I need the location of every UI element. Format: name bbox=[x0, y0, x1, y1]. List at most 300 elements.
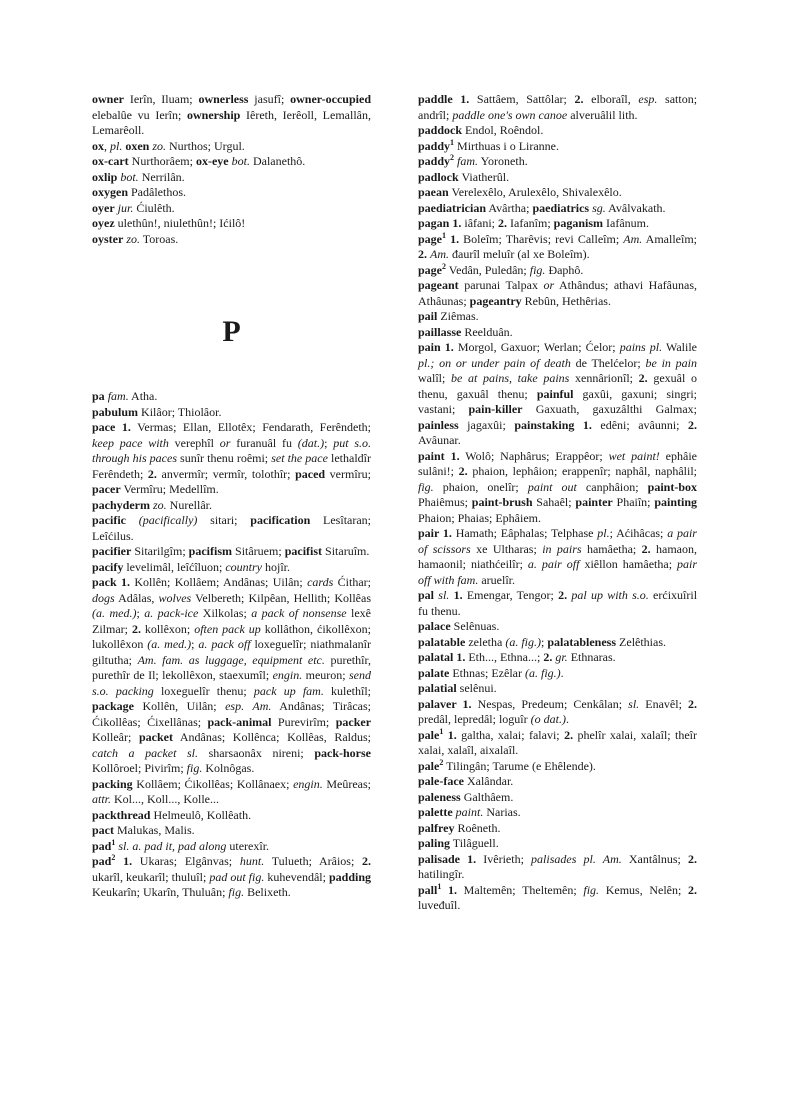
definition-text: ulethûn!, niulethûn!; Ićilô! bbox=[114, 216, 246, 230]
headword: pad bbox=[92, 854, 112, 868]
headword: 1. bbox=[123, 854, 133, 868]
dictionary-entry bbox=[418, 728, 697, 759]
definition-text: ; bbox=[541, 634, 548, 649]
definition-text: Helmeulô, Kollêath. bbox=[150, 807, 252, 822]
headword: pace 1. bbox=[92, 420, 131, 434]
usage-label: bot. bbox=[120, 169, 139, 184]
definition-text: furanuâl fu bbox=[230, 435, 298, 450]
dictionary-entry bbox=[92, 201, 371, 217]
headword: paganism bbox=[553, 216, 604, 230]
headword: pale bbox=[418, 758, 440, 773]
headword: 2. bbox=[574, 92, 584, 106]
definition-text: ; bbox=[324, 435, 334, 450]
definition-text: Vedân, Puledân; bbox=[446, 262, 530, 277]
usage-label: esp. bbox=[638, 92, 658, 106]
definition-text: uterexîr. bbox=[226, 838, 270, 853]
definition-text: đaurîl meluîr (al xe Boleîm). bbox=[449, 247, 590, 261]
headword: 2. bbox=[687, 696, 697, 711]
definition-text: Kilâor; Thiolâor. bbox=[138, 404, 222, 419]
definition-text: phaion, lephâion; erappenîr; naphâl, naphâlil; bbox=[467, 464, 697, 478]
dictionary-entry bbox=[418, 201, 697, 217]
definition-text: levelimâl, leîćîluon; bbox=[123, 559, 226, 574]
definition-text: Belixeth. bbox=[244, 885, 291, 899]
headword: 2. bbox=[498, 216, 508, 230]
dictionary-entry bbox=[418, 635, 697, 651]
definition-text: Yoroneth. bbox=[478, 154, 528, 168]
usage-label: sl. bbox=[438, 588, 450, 602]
usage-label: catch a packet sl. bbox=[92, 745, 198, 760]
definition-text: Ćithar; bbox=[333, 575, 371, 589]
headword: pale-face bbox=[418, 774, 464, 788]
usage-label: zo. bbox=[152, 138, 167, 153]
definition-text: kuhevendâl; bbox=[264, 869, 329, 884]
usage-label: engin. bbox=[293, 776, 323, 791]
definition-text: Tilâguell. bbox=[450, 836, 499, 850]
entries-p-right bbox=[418, 92, 697, 914]
definition-text: Vermîru; Medellîm. bbox=[120, 482, 219, 496]
headword: pall bbox=[418, 882, 438, 897]
usage-label: dogs bbox=[92, 590, 115, 605]
usage-label: keep pace with bbox=[92, 435, 169, 450]
usage-label: wolves bbox=[158, 590, 192, 605]
headword: padlock bbox=[418, 169, 459, 184]
definition-text: aruelîr. bbox=[478, 572, 515, 587]
headword: painstaking 1. bbox=[514, 417, 592, 432]
headword: pacifier bbox=[92, 544, 132, 558]
dictionary-entry bbox=[92, 808, 371, 824]
definition-text: . bbox=[560, 665, 564, 680]
definition-text: predâl, lepredâl; loguîr bbox=[418, 712, 531, 726]
definition-text: Meûreas; bbox=[322, 776, 372, 791]
definition-text: gexuâl o thenu, gaxuâl thenu; bbox=[418, 371, 697, 401]
definition-text: ephâie sulâni!; bbox=[418, 448, 697, 478]
dictionary-entry bbox=[92, 823, 371, 839]
usage-label: pl. bbox=[110, 138, 123, 153]
definition-text: Padâlethos. bbox=[128, 185, 186, 199]
dictionary-entry bbox=[418, 309, 697, 325]
definition-text: Rebûn, Hethêrias. bbox=[521, 293, 611, 308]
usage-label: zo. bbox=[153, 497, 167, 512]
definition-text: luveđuîl. bbox=[418, 898, 461, 912]
definition-text: Phaion; Phaias; Ephâiem. bbox=[418, 510, 541, 525]
definition-text: Kolleâr; bbox=[92, 730, 139, 744]
definition-text: de Thelćelor; bbox=[570, 355, 646, 370]
headword: 1. bbox=[447, 727, 457, 742]
headword: oxygen bbox=[92, 185, 128, 199]
headword: pack-animal bbox=[207, 714, 272, 729]
headword: paediatrics bbox=[532, 200, 590, 215]
dictionary-entry bbox=[418, 774, 697, 790]
definition-text: purethîr, purethîr de Il; lekollêxon, staexumîl; bbox=[92, 652, 371, 682]
headword: palace bbox=[418, 619, 451, 633]
usage-label: set the pace bbox=[271, 451, 328, 465]
headword: pail bbox=[418, 309, 438, 323]
dictionary-entry bbox=[418, 123, 697, 139]
definition-text: Atha. bbox=[128, 389, 158, 403]
headword: 2. bbox=[362, 854, 372, 868]
usage-label: Am. fam. as luggage, equipment etc. bbox=[137, 652, 325, 667]
dictionary-entry bbox=[92, 777, 371, 808]
definition-text: satton; andrîl; bbox=[418, 92, 698, 122]
headword: oxlip bbox=[92, 169, 118, 184]
dictionary-entry bbox=[418, 821, 697, 837]
usage-label: a pack of nonsense bbox=[251, 606, 347, 620]
headword: 2. bbox=[147, 466, 157, 481]
definition-text: Ethnas; Ezêlar bbox=[449, 665, 525, 680]
usage-label: (o dat.) bbox=[530, 712, 566, 726]
dictionary-entry bbox=[418, 139, 697, 155]
definition-text: Dalanethô. bbox=[249, 154, 306, 168]
headword: pacifist bbox=[284, 544, 323, 558]
definition-text: Endol, Roêndol. bbox=[462, 123, 544, 137]
dictionary-entry bbox=[92, 560, 371, 576]
dictionary-entry bbox=[418, 154, 697, 170]
usage-label: often pack up bbox=[194, 621, 261, 636]
left-column bbox=[92, 92, 371, 901]
headword: 2. bbox=[641, 541, 651, 556]
usage-label: paddle one's own canoe bbox=[452, 107, 568, 122]
definition-text: Lesîtaran; Leîćilus. bbox=[92, 513, 372, 543]
headword: ox bbox=[92, 138, 104, 153]
headword: pageant bbox=[418, 278, 459, 292]
definition-text: Kolnôgas. bbox=[202, 761, 255, 775]
headword: paleness bbox=[418, 789, 461, 804]
definition-text: Galthâem. bbox=[460, 789, 514, 804]
headword: paediatrician bbox=[418, 200, 486, 215]
usage-label: bot. bbox=[231, 154, 250, 168]
entries-p-left bbox=[92, 389, 371, 901]
definition-text: Ivêrieth; bbox=[476, 851, 532, 866]
dictionary-entry bbox=[418, 759, 697, 775]
definition-text: Ukaras; Elgânvas; bbox=[132, 854, 240, 868]
definition-text: jasufî; bbox=[248, 92, 291, 106]
usage-label: gr. bbox=[555, 650, 568, 664]
usage-label: a. pack-ice bbox=[144, 606, 199, 620]
homograph-number: 2 bbox=[442, 261, 446, 271]
headword: page bbox=[418, 262, 442, 277]
definition-text: walîl; bbox=[418, 371, 451, 385]
usage-label: pl. bbox=[597, 526, 610, 540]
dictionary-entry bbox=[92, 420, 371, 498]
usage-label: attr. bbox=[92, 792, 112, 806]
headword: 2. bbox=[564, 727, 574, 742]
definition-text: Roêneth. bbox=[454, 820, 501, 835]
dictionary-entry bbox=[418, 340, 697, 449]
definition-text: Andânas; Tirâcas; Ćikollêas; Ćixellânas; bbox=[92, 699, 372, 729]
right-column bbox=[418, 92, 697, 914]
headword: paced bbox=[295, 466, 326, 481]
usage-label: pl.; on or under pain of death bbox=[418, 355, 571, 370]
usage-label: fig. bbox=[228, 885, 245, 899]
headword: 2. bbox=[688, 417, 698, 432]
definition-text: Nurthos; Urgul. bbox=[166, 138, 245, 153]
headword: pabulum bbox=[92, 404, 139, 419]
dictionary-entry bbox=[92, 839, 371, 855]
headword: pacer bbox=[92, 482, 121, 496]
headword: pad bbox=[92, 838, 112, 853]
definition-text: loxeguelîr; niathmalanîr giltutha; bbox=[92, 637, 372, 667]
definition-text: kollâthon, ćikollêxon; lukollêxon bbox=[92, 621, 371, 651]
headword: pacific bbox=[92, 513, 126, 527]
definition-text: Amalleîm; bbox=[642, 231, 698, 246]
headword: 2. bbox=[458, 464, 468, 478]
definition-text: Reelduân. bbox=[461, 324, 513, 339]
homograph-number: 1 bbox=[111, 837, 116, 847]
homograph-number: 1 bbox=[437, 881, 442, 891]
definition-text: Sitâruem; bbox=[232, 544, 285, 558]
definition-text: sharsaonâx nireni; bbox=[198, 745, 315, 760]
headword: paillasse bbox=[418, 324, 462, 339]
dictionary-entry bbox=[92, 185, 371, 201]
definition-text: Athândus; athavi Hafâunas, Athâunas; bbox=[418, 278, 697, 308]
usage-label: or bbox=[219, 435, 231, 450]
dictionary-entry bbox=[418, 588, 697, 619]
definition-text: anvermîr; vermîr, tolothîr; bbox=[156, 466, 296, 481]
dictionary-entry bbox=[418, 92, 697, 123]
usage-label: be at pains, take pains bbox=[451, 371, 570, 385]
definition-text: ; Aćihâcas; bbox=[609, 526, 668, 540]
definition-text: Toroas. bbox=[140, 231, 179, 246]
definition-text: Nerrilân. bbox=[138, 169, 185, 184]
dictionary-entry bbox=[418, 449, 697, 527]
headword: 2. bbox=[688, 882, 697, 897]
definition-text: Eth..., Ethna...; bbox=[465, 650, 544, 664]
headword: 2. bbox=[543, 650, 553, 664]
homograph-number: 2 bbox=[111, 853, 116, 862]
usage-label: fig. bbox=[418, 479, 434, 494]
definition-text: Xalândar. bbox=[463, 774, 514, 788]
usage-label: fig. bbox=[186, 761, 203, 775]
dictionary-entry bbox=[92, 575, 371, 777]
headword: 2. bbox=[558, 588, 568, 602]
headword: ox-cart bbox=[92, 154, 129, 168]
section-letter: P bbox=[222, 315, 241, 348]
definition-text: edêni; avâunni; bbox=[591, 417, 689, 432]
definition-text: parunai Talpax bbox=[458, 278, 544, 292]
dictionary-entry bbox=[418, 650, 697, 666]
usage-label: wet paint! bbox=[608, 448, 660, 463]
definition-text: zeletha bbox=[465, 634, 506, 649]
usage-label: cards bbox=[307, 575, 334, 589]
headword: paddle 1. bbox=[418, 92, 470, 106]
usage-label: zo. bbox=[126, 231, 140, 246]
definition-text: phaion, onelîr; bbox=[433, 479, 528, 494]
headword: pacify bbox=[92, 559, 124, 574]
headword: oyez bbox=[92, 216, 115, 230]
definition-text: canphâion; bbox=[576, 479, 648, 494]
usage-label: hunt. bbox=[239, 854, 265, 868]
headword: palatal 1. bbox=[418, 650, 466, 664]
definition-text: Narias. bbox=[483, 805, 521, 819]
headword: packthread bbox=[92, 807, 151, 822]
definition-text: xennârionîl; bbox=[569, 371, 639, 385]
usage-label: pack up fam. bbox=[253, 683, 324, 698]
usage-label: (pacifically) bbox=[138, 513, 198, 527]
headword: painless bbox=[418, 417, 459, 432]
dictionary-entry bbox=[418, 836, 697, 852]
dictionary-entry bbox=[92, 92, 371, 139]
definition-text: Kollên, Uilân; bbox=[134, 699, 226, 713]
headword: pacifism bbox=[188, 544, 233, 558]
headword: packing bbox=[92, 776, 133, 791]
usage-label: fig. bbox=[529, 262, 546, 277]
usage-label: (dat.) bbox=[297, 435, 325, 450]
definition-text: alveruâlil lith. bbox=[567, 107, 638, 122]
definition-text: Emengar, Tengor; bbox=[462, 588, 559, 602]
definition-text: Walile bbox=[662, 340, 697, 354]
definition-text: Purevirîm; bbox=[271, 714, 336, 729]
headword: 1. bbox=[453, 588, 463, 602]
definition-text: Phaiêmus; bbox=[418, 495, 472, 509]
definition-text: Iafânum. bbox=[603, 216, 650, 230]
headword: palate bbox=[418, 665, 450, 680]
usage-label: send s.o. packing bbox=[92, 668, 371, 698]
definition-text: Sahaêl; bbox=[532, 495, 576, 509]
headword: pachyderm bbox=[92, 497, 150, 512]
definition-text: elebalûe vu Ierîn; bbox=[92, 107, 187, 122]
dictionary-entry bbox=[92, 216, 371, 232]
headword: 2. bbox=[131, 621, 141, 636]
headword: palfrey bbox=[418, 820, 455, 835]
headword: pageantry bbox=[469, 293, 522, 308]
definition-text: gaxûi, gaxuni; singri; vastani; bbox=[418, 386, 697, 416]
definition-text: Tilingân; Tarume (e Ehêlende). bbox=[443, 758, 596, 773]
dictionary-entry bbox=[92, 139, 371, 155]
definition-text: Xantâlnus; bbox=[621, 851, 688, 866]
definition-text: Phaiîn; bbox=[612, 495, 655, 509]
headword: paint-brush bbox=[471, 495, 533, 509]
definition-text: sunîr thenu roêmi; bbox=[177, 451, 272, 465]
definition-text: Boleîm; Tharêvis; revi Calleîm; bbox=[459, 231, 624, 246]
definition-text: Iafanîm; bbox=[507, 216, 554, 230]
dictionary-entry bbox=[418, 852, 697, 883]
headword: padding bbox=[328, 869, 372, 884]
definition-text: Ćiulêth. bbox=[133, 200, 175, 215]
definition-text: lethaldîr Ferêndeth; bbox=[92, 451, 372, 481]
definition-text: jagaxûi; bbox=[458, 417, 515, 432]
headword: palaver 1. bbox=[418, 696, 472, 711]
headword: paling bbox=[418, 836, 451, 850]
headword: pa bbox=[92, 389, 105, 403]
headword: paint 1. bbox=[418, 448, 460, 463]
usage-label: pad out fig. bbox=[209, 869, 265, 884]
definition-text: Velbereth; Kilpêan, Hellith; Kollêas bbox=[191, 590, 371, 605]
usage-label: sl. a. pad it, pad along bbox=[118, 838, 227, 853]
definition-text: galtha, xalai; falavi; bbox=[456, 727, 565, 742]
usage-label: esp. Am. bbox=[225, 699, 272, 713]
definition-text: hatilingîr. bbox=[418, 867, 465, 881]
dictionary-entry bbox=[418, 883, 697, 914]
homograph-number: 1 bbox=[450, 137, 455, 147]
definition-text: erćixuîril fu thenu. bbox=[418, 588, 698, 618]
definition-text: Adâlas, bbox=[114, 590, 159, 605]
definition-text: Enavêl; bbox=[639, 696, 688, 711]
homograph-number: 2 bbox=[450, 153, 455, 162]
headword: oyster bbox=[92, 231, 124, 246]
headword: owner bbox=[92, 92, 124, 106]
headword: palatial bbox=[418, 681, 457, 695]
usage-label: a. pair off bbox=[527, 557, 580, 571]
headword: painting bbox=[654, 495, 697, 509]
definition-text: Kol..., Koll..., Kolle... bbox=[111, 792, 220, 806]
usage-label: fam. bbox=[457, 154, 479, 168]
headword: 2. bbox=[638, 371, 648, 385]
definition-text: Hamath; Eâphalas; Telphase bbox=[451, 526, 598, 540]
headword: pact bbox=[92, 823, 114, 837]
headword: pain 1. bbox=[418, 340, 454, 354]
headword: paddy bbox=[418, 138, 451, 153]
headword: ownerless bbox=[198, 92, 249, 106]
usage-label: be in pain bbox=[645, 355, 697, 370]
usage-label: or bbox=[543, 278, 555, 292]
usage-label: Am. bbox=[430, 247, 449, 261]
definition-text: xe Ultharas; bbox=[470, 541, 543, 556]
definition-text: Tulueth; Arâios; bbox=[264, 854, 363, 868]
usage-label: fam. bbox=[107, 389, 129, 403]
headword: pale bbox=[418, 727, 440, 742]
headword: pagan 1. bbox=[418, 216, 462, 230]
dictionary-entry bbox=[92, 389, 371, 405]
definition-text: Ierîn, Iluam; bbox=[124, 92, 199, 106]
usage-label: a. pack off bbox=[198, 637, 251, 651]
definition-text: Xilkolas; bbox=[198, 606, 252, 620]
definition-text: Malukas, Malis. bbox=[114, 823, 195, 837]
definition-text: verephîl bbox=[168, 435, 220, 450]
definition-text: Kollôroel; Pivirîm; bbox=[92, 761, 187, 775]
headword: paint-box bbox=[647, 479, 697, 494]
definition-text: Mirthuas i o Liranne. bbox=[454, 138, 560, 153]
dictionary-entry bbox=[418, 232, 697, 263]
headword: pal bbox=[418, 588, 435, 602]
definition-text: loxeguelîr thenu; bbox=[153, 683, 254, 698]
definition-text: kulethîl; bbox=[323, 683, 372, 698]
usage-label: country bbox=[225, 559, 262, 574]
definition-text: Avâunar. bbox=[418, 433, 461, 447]
definition-text: phelîr xalai, xalaîl; theîr xalai, xalaîl, aixalaîl. bbox=[418, 727, 698, 757]
definition-text: Nespas, Predeum; Cenkâlan; bbox=[471, 696, 629, 711]
usage-label: (a. fig.) bbox=[505, 634, 541, 649]
headword: ox-eye bbox=[195, 154, 229, 168]
dictionary-entry bbox=[92, 170, 371, 186]
definition-text: Ziêmas. bbox=[437, 309, 479, 323]
headword: palatableness bbox=[547, 634, 617, 649]
definition-text: Sattâem, Sattôlar; bbox=[469, 92, 575, 106]
headword: pacification bbox=[250, 513, 311, 527]
usage-label: a pair of scissors bbox=[418, 526, 697, 556]
definition-text: ; bbox=[136, 606, 145, 620]
usage-label: paint. bbox=[455, 805, 484, 819]
dictionary-entry bbox=[418, 325, 697, 341]
dictionary-entry bbox=[418, 805, 697, 821]
definition-text: Avârtha; bbox=[486, 200, 533, 215]
headword: painter bbox=[575, 495, 613, 509]
headword: ownership bbox=[187, 107, 241, 122]
headword: paean bbox=[418, 185, 449, 199]
dictionary-entry bbox=[92, 513, 371, 544]
dictionary-entry bbox=[92, 405, 371, 421]
dictionary-entry bbox=[418, 619, 697, 635]
definition-text: kollêxon; bbox=[140, 621, 195, 636]
dictionary-entry bbox=[418, 185, 697, 201]
headword: 2. bbox=[688, 851, 697, 866]
usage-label: in pairs bbox=[542, 541, 582, 556]
definition-text: , bbox=[104, 138, 110, 153]
definition-text: sitari; bbox=[197, 513, 251, 527]
definition-text: iâfani; bbox=[461, 216, 499, 230]
headword: pair 1. bbox=[418, 526, 452, 540]
entries-o bbox=[92, 92, 371, 247]
homograph-number: 1 bbox=[442, 230, 446, 240]
